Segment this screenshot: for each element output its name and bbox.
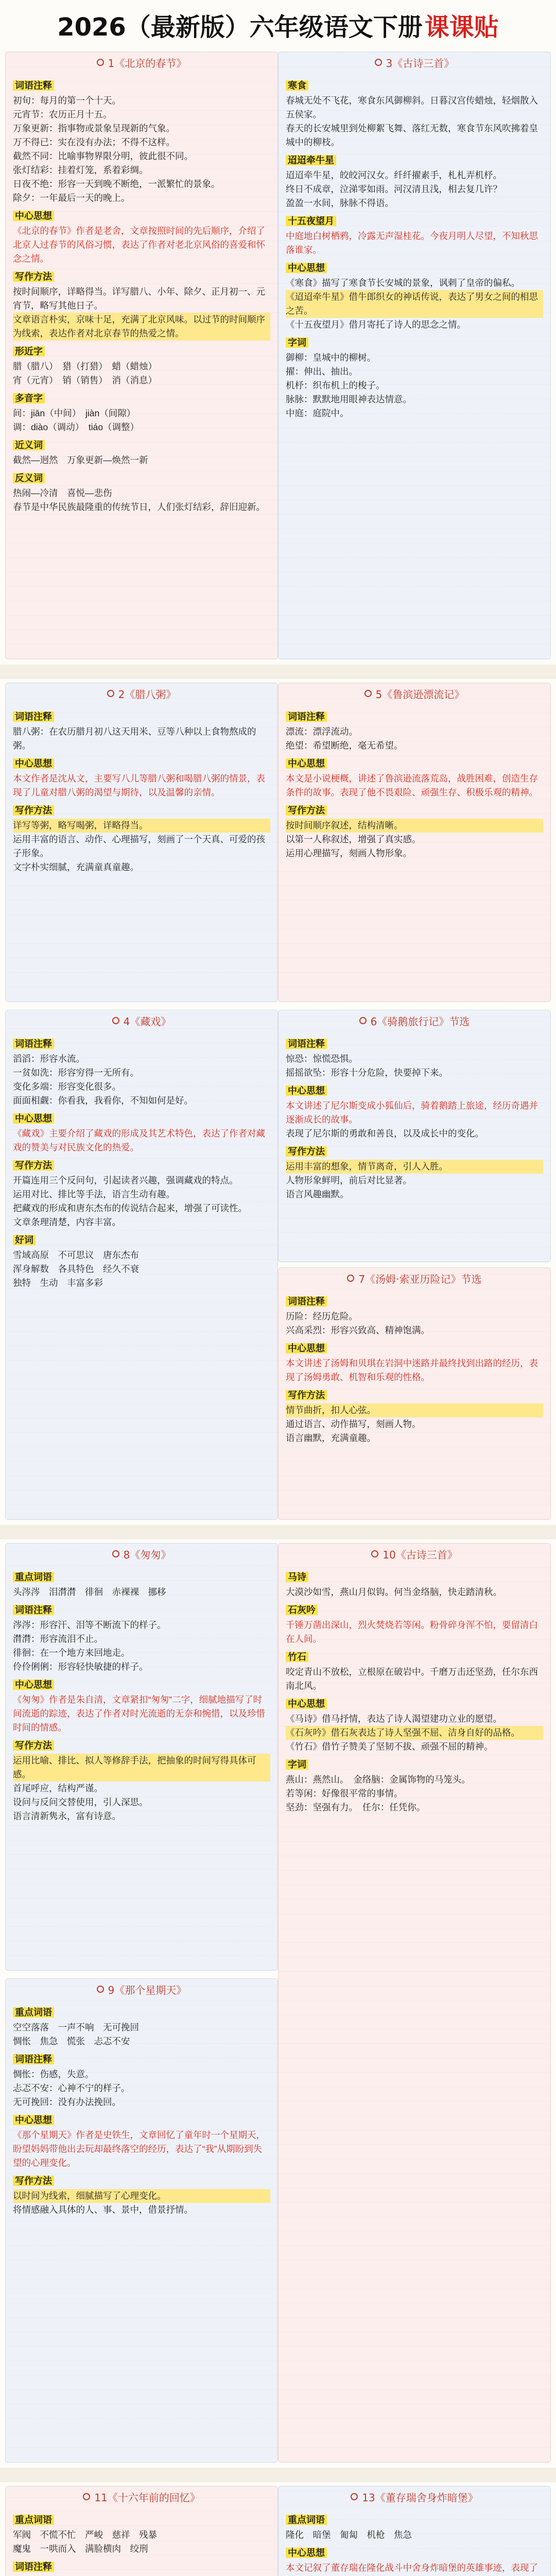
text-line: 御柳：皇城中的柳树。 — [286, 352, 376, 363]
text-line: 运用丰富的语言、动作、心理描写，刻画了一个天真、可爱的孩子形象。 — [13, 834, 265, 858]
section-heading — [13, 757, 270, 771]
text-line: 文章条理清楚，内容丰富。 — [13, 1217, 121, 1227]
section-heading — [286, 1342, 543, 1355]
section-heading — [286, 804, 543, 818]
section-heading — [286, 1145, 543, 1159]
text-line: 一贫如洗：形容穷得一无所有。 — [13, 1067, 139, 1078]
text-line: 详写等粥，略写喝粥，详略得当。 — [13, 819, 270, 833]
section-heading-text: 中心思想 — [13, 211, 54, 221]
card-title — [279, 2486, 550, 2507]
section-heading-text: 好词 — [13, 1235, 36, 1245]
card-tibetan-opera — [5, 1010, 278, 1520]
section-heading-text: 重点词语 — [286, 2515, 327, 2525]
section-heading-text: 中心思想 — [13, 2115, 54, 2125]
section-heading-text: 中心思想 — [286, 758, 327, 769]
section-heading — [13, 1678, 270, 1692]
text-line: 惆怅 焦急 慌张 忐忑不安 — [13, 2036, 130, 2046]
section-heading-text: 形近字 — [13, 346, 45, 357]
card-title — [279, 1544, 550, 1564]
card-three-poems-a — [278, 52, 551, 659]
text-line: 面面相觑：你看我，我看你，不知如何是好。 — [13, 1095, 193, 1106]
card-body — [6, 2507, 277, 2576]
section-heading — [13, 804, 270, 818]
card-title — [279, 1010, 550, 1031]
section-heading-text: 中心思想 — [286, 1086, 327, 1096]
text-line: 涔涔：形容汗、泪等不断流下的样子。 — [13, 1620, 166, 1630]
section-heading-text: 石灰吟 — [286, 1605, 318, 1615]
text-line: 首尾呼应，结构严谨。 — [13, 1783, 103, 1793]
circle-icon — [97, 59, 104, 66]
section-heading-text: 迢迢牵牛星 — [286, 155, 336, 165]
card-body — [6, 1999, 277, 2222]
text-line: 本文讲述了汤姆和贝琪在岩洞中迷路并最终找到出路的经历，表现了汤姆勇敢、机智和乐观的性格。 — [286, 1358, 538, 1382]
text-line: 间：jiān（中间） jiàn（间隙） — [13, 408, 136, 418]
section-heading-text: 近义词 — [13, 440, 45, 450]
text-line: 擢：伸出、抽出。 — [286, 366, 358, 377]
section-heading — [13, 392, 270, 405]
text-line: 变化多端：形容变化很多。 — [13, 1081, 121, 1092]
card-tom-sawyer — [278, 1267, 551, 1520]
section-heading — [286, 1037, 543, 1051]
card-sixteen-years-ago — [5, 2486, 278, 2576]
text-line: 通过语言、动作描写，刻画人物。 — [286, 1419, 421, 1429]
section-heading-text: 写作方法 — [286, 805, 327, 816]
card-body — [279, 1031, 550, 1207]
card-title-text: 7《汤姆·索亚历险记》节选 — [358, 1273, 482, 1285]
section-heading-text: 重点词语 — [13, 2515, 54, 2525]
text-line: 日夜不绝：形容一天到晚不断绝，一派繁忙的景象。 — [13, 179, 220, 189]
card-body — [6, 704, 277, 879]
text-line: 文章语言朴实，京味十足，充满了北京风味。以过节的时间顺序为线索，表达作者对北京春节的热爱之情。 — [13, 313, 270, 341]
text-line: 若等闲：好像很平常的事情。 — [286, 1788, 403, 1799]
section-heading-text: 词语注释 — [286, 1039, 327, 1049]
section-heading — [286, 1388, 543, 1402]
section-heading — [286, 154, 543, 167]
section-heading — [13, 2560, 270, 2574]
text-line: 万不得已：实在没有办法；不得不这样。 — [13, 137, 175, 147]
text-line: 腊八粥：在农历腊月初八这天用米、豆等八种以上食物熬成的粥。 — [13, 726, 256, 751]
text-line: 语言幽默，充满童趣。 — [286, 1433, 376, 1443]
section-heading-text: 写作方法 — [13, 272, 54, 282]
text-line: 运用丰富的想象，情节离奇，引人入胜。 — [286, 1160, 543, 1174]
page-title-highlight: 课课贴 — [424, 12, 499, 42]
text-line: 历险：经历危险。 — [286, 1311, 358, 1321]
text-line: 截然不同：比喻事物界限分明，彼此很不同。 — [13, 151, 193, 161]
text-line: 大漠沙如雪，燕山月似钩。何当金络脑，快走踏清秋。 — [286, 1587, 502, 1597]
card-title — [279, 683, 550, 704]
text-line: 漂流：漂浮流动。 — [286, 726, 358, 737]
card-body — [279, 2507, 550, 2576]
text-line: 万象更新：指事物或景象呈现新的气象。 — [13, 123, 175, 133]
circle-icon — [347, 1275, 354, 1282]
text-line: 张灯结彩：挂着灯笼，系着彩绸。 — [13, 165, 148, 175]
card-title — [6, 52, 277, 73]
circle-icon — [375, 59, 382, 66]
text-line: 情节曲折，扣人心弦。 — [286, 1403, 543, 1417]
text-line: 头涔涔 泪潸潸 徘徊 赤裸裸 挪移 — [13, 1587, 166, 1597]
card-body — [6, 73, 277, 519]
section-heading — [286, 710, 543, 724]
text-line: 无可挽回：没有办法挽回。 — [13, 2097, 121, 2107]
section-heading-text: 反义词 — [13, 473, 45, 483]
section-heading-text: 中心思想 — [13, 1113, 54, 1124]
card-dong-cunrui — [278, 2486, 551, 2576]
section-heading-text: 字词 — [286, 1759, 308, 1770]
divider — [0, 665, 556, 679]
text-line: 盈盈一水间，脉脉不得语。 — [286, 198, 394, 208]
text-line: 以时间为线索，细腻描写了心理变化。 — [13, 2189, 270, 2203]
card-body — [6, 1031, 277, 1295]
section-heading — [286, 2513, 543, 2527]
divider — [0, 2468, 556, 2482]
card-body — [279, 704, 550, 866]
text-line: 坚劲：坚强有力。 任尔：任凭你。 — [286, 1802, 426, 1812]
card-title-text: 5《鲁滨逊漂流记》 — [375, 688, 465, 701]
section-heading-text: 中心思想 — [13, 1680, 54, 1690]
section-heading-text: 词语注释 — [286, 711, 327, 722]
section-heading-text: 词语注释 — [286, 1296, 327, 1307]
section-heading — [13, 2174, 270, 2188]
section-heading-text: 中心思想 — [13, 758, 54, 769]
section-heading-text: 重点词语 — [13, 2007, 54, 2018]
section-heading — [13, 1159, 270, 1173]
text-line: 机杼：织布机上的梭子。 — [286, 380, 385, 391]
circle-icon — [371, 1550, 378, 1557]
card-nils-journey — [278, 1010, 551, 1262]
section-heading-text: 寒食 — [286, 80, 308, 91]
text-line: 伶伶俐俐：形容轻快敏捷的样子。 — [13, 1662, 148, 1672]
circle-icon — [359, 1017, 367, 1024]
section-heading — [13, 270, 270, 284]
section-heading — [13, 2113, 270, 2127]
text-line: 《藏戏》主要介绍了藏戏的形成及其艺术特色，表达了作者对藏戏的赞美与对民族文化的热爱。 — [13, 1128, 265, 1153]
section-heading — [13, 438, 270, 452]
section-heading-text: 中心思想 — [286, 1699, 327, 1709]
section-heading-text: 中心思想 — [286, 263, 327, 273]
section-heading — [286, 336, 543, 350]
section-heading-text: 词语注释 — [13, 2562, 54, 2572]
text-line: 独特 生动 丰富多彩 — [13, 1278, 103, 1288]
section-heading-text: 词语注释 — [13, 1039, 54, 1049]
text-line: 脉脉：默默地用眼神表达情意。 — [286, 394, 412, 404]
section-heading — [13, 79, 270, 93]
card-beijing-spring-festival — [5, 52, 278, 659]
text-line: 徘徊：在一个地方来回地走。 — [13, 1648, 130, 1658]
text-line: 春城无处不飞花，寒食东风御柳斜。日暮汉宫传蜡烛，轻烟散入五侯家。 — [286, 95, 538, 120]
card-title-text: 11《十六年前的回忆》 — [94, 2491, 200, 2504]
text-line: 把藏戏的形成和唐东杰布的传说结合起来，增强了可读性。 — [13, 1203, 247, 1213]
text-line: 本文讲述了尼尔斯变成小狐仙后，骑着鹅踏上旅途，经历奇遇并逐渐成长的故事。 — [286, 1100, 538, 1125]
section-heading-text: 写作方法 — [286, 1390, 327, 1400]
section-heading-text: 中心思想 — [286, 2548, 327, 2558]
text-line: 中庭：庭院中。 — [286, 408, 349, 418]
card-laba-porridge — [5, 683, 278, 1002]
card-hurry — [5, 1543, 278, 1971]
text-line: 绝望：希望断绝，毫无希望。 — [286, 740, 403, 751]
section-heading — [286, 757, 543, 771]
section-heading — [13, 1037, 270, 1051]
circle-icon — [351, 2493, 358, 2500]
text-line: 设问与反问交替使用，引人深思。 — [13, 1797, 148, 1807]
text-line: 《石灰吟》借石灰表达了诗人坚强不屈、洁身自好的品格。 — [286, 1726, 543, 1740]
card-title-text: 4《藏戏》 — [123, 1015, 171, 1028]
section-heading-text: 重点词语 — [13, 1572, 54, 1582]
text-line: 终日不成章，泣涕零如雨。河汉清且浅，相去复几许？ — [286, 184, 502, 194]
section-heading — [13, 345, 270, 359]
card-title — [6, 1010, 277, 1031]
text-line: 本文是小说梗概，讲述了鲁滨逊流落荒岛，战胜困难，创造生存条件的故事。表现了他不畏艰险、顽强生存、积极乐观的精神。 — [286, 773, 538, 798]
card-that-sunday — [5, 1978, 278, 2463]
card-body — [279, 1564, 550, 1820]
text-line: 雪域高原 不可思议 唐东杰布 — [13, 1250, 139, 1260]
text-line: 《十五夜望月》借月寄托了诗人的思念之情。 — [286, 319, 466, 330]
card-three-poems-b — [278, 1543, 551, 2463]
text-line: 军阀 不慌不忙 严峻 慈祥 残暴 — [13, 2530, 157, 2540]
text-line: 按时间顺序，详略得当。详写腊八、小年、除夕、正月初一、元宵节，略写其他日子。 — [13, 286, 265, 311]
text-line: 春天的长安城里到处柳絮飞舞、落红无数，寒食节东风吹拂着皇城中的柳枝。 — [286, 123, 538, 147]
text-line: 浑身解数 各具特色 经久不衰 — [13, 1264, 139, 1274]
section-heading-text: 写作方法 — [13, 805, 54, 816]
section-heading-text: 中心思想 — [286, 1343, 327, 1353]
section-heading-text: 写作方法 — [13, 1160, 54, 1171]
divider — [0, 1525, 556, 1539]
section-heading — [13, 1112, 270, 1126]
text-line: 兴高采烈：形容兴致高、精神饱满。 — [286, 1325, 430, 1335]
section-heading — [286, 79, 543, 93]
section-heading-text: 十五夜望月 — [286, 216, 336, 226]
text-line: 语言清新隽永，富有诗意。 — [13, 1811, 121, 1821]
section-heading — [286, 1295, 543, 1309]
text-line: 春节是中华民族最隆重的传统节日，人们张灯结彩，辞旧迎新。 — [13, 502, 265, 512]
text-line: 摇摇欲坠：形容十分危险，快要掉下来。 — [286, 1067, 448, 1078]
text-line: 燕山：燕然山。 金络脑：金属饰物的马笼头。 — [286, 1774, 471, 1785]
text-line: 除夕：一年最后一天的晚上。 — [13, 193, 130, 203]
text-line: 开篇连用三个反问句，引起读者兴趣，强调藏戏的特点。 — [13, 1175, 238, 1185]
text-line: 初旬：每月的第一个十天。 — [13, 95, 121, 106]
card-title-text: 8《匆匆》 — [123, 1548, 171, 1561]
card-body — [279, 73, 550, 426]
text-line: 将情感融入具体的人、事、景中，借景抒情。 — [13, 2205, 193, 2215]
text-line: 运用比喻、排比、拟人等修辞手法，把抽象的时间写得具体可感。 — [13, 1754, 270, 1782]
text-line: 潸潸：形容流泪不止。 — [13, 1634, 103, 1644]
card-title-text: 1《北京的春节》 — [108, 57, 187, 70]
text-line: 咬定青山不放松，立根原在破岩中。千磨万击还坚劲，任尔东西南北风。 — [286, 1667, 538, 1691]
section-heading — [286, 1697, 543, 1711]
text-line: 宵（元宵） 销（销售） 消（消息） — [13, 375, 157, 385]
section-heading — [13, 1739, 270, 1753]
section-heading — [13, 1603, 270, 1617]
text-line: 《迢迢牵牛星》借牛郎织女的神话传说，表达了男女之间的相思之苦。 — [286, 290, 543, 318]
card-title-text: 13《董存瑞舍身炸暗堡》 — [362, 2491, 478, 2504]
section-heading-text: 多音字 — [13, 393, 45, 403]
section-heading — [286, 1084, 543, 1098]
text-line: 惊恐：惊慌恐惧。 — [286, 1054, 358, 1064]
text-line: 隆化 暗堡 匍匐 机枪 焦急 — [286, 2530, 412, 2540]
card-title-text: 2《腊八粥》 — [118, 688, 177, 701]
text-line: 运用心理描写，刻画人物形象。 — [286, 848, 412, 858]
card-title-text: 6《骑鹅旅行记》节选 — [370, 1015, 470, 1028]
circle-icon — [83, 2493, 90, 2500]
section-heading-text: 词语注释 — [13, 711, 54, 722]
circle-icon — [97, 1986, 104, 1993]
card-body — [6, 1564, 277, 1828]
text-line: 表现了尼尔斯的勇敢和善良，以及成长中的变化。 — [286, 1128, 484, 1139]
text-line: 元宵节：农历正月十五。 — [13, 109, 112, 120]
section-heading — [286, 261, 543, 275]
text-line: 空空落落 一声不响 无可挽回 — [13, 2022, 139, 2032]
text-line: 本文记叙了董存瑞在隆化战斗中舍身炸暗堡的英雄事迹，表现了 — [286, 2563, 538, 2573]
section-heading — [13, 2006, 270, 2020]
text-line: 忐忑不安：心神不宁的样子。 — [13, 2083, 130, 2093]
text-line: 人物形象鲜明，前后对比显著。 — [286, 1175, 412, 1185]
circle-icon — [112, 1017, 119, 1024]
section-heading-text: 竹石 — [286, 1652, 308, 1662]
card-title — [6, 1544, 277, 1564]
text-line: 千锤万凿出深山，烈火焚烧若等闲。粉骨碎身浑不怕，要留清白在人间。 — [286, 1620, 538, 1644]
card-title — [6, 2486, 277, 2507]
text-line: 《北京的春节》作者是老舍，文章按照时间的先后顺序，介绍了北京人过春节的风俗习惯，表达了作者对老北京风俗的喜爱和怀念之情。 — [13, 226, 265, 264]
text-line: 《竹石》借竹子赞美了坚韧不拔、顽强不屈的精神。 — [286, 1741, 493, 1752]
card-title-text: 3《古诗三首》 — [386, 57, 455, 70]
section-heading — [13, 2513, 270, 2527]
section-heading-text: 字词 — [286, 337, 308, 348]
text-line: 文字朴实细腻，充满童真童趣。 — [13, 862, 139, 872]
text-line: 中庭地白树栖鸦，冷露无声湿桂花。今夜月明人尽望，不知秋思落谁家。 — [286, 231, 538, 255]
text-line: 语言风趣幽默。 — [286, 1189, 349, 1199]
text-line: 以第一人称叙述，增强了真实感。 — [286, 834, 421, 844]
text-line: 本文作者是沈从文，主要写八儿等腊八粥和喝腊八粥的情景，表现了儿童对腊八粥的渴望与期待，以及温馨的亲情。 — [13, 773, 265, 798]
card-title — [6, 683, 277, 704]
text-line: 调：diào（调动） tiáo（调整） — [13, 422, 140, 432]
text-line: 《匆匆》作者是朱自清，文章紧扣“匆匆”二字，细腻地描写了时间流逝的踪迹，表达了作者对时光流逝的无奈和惋惜，以及珍惜时间的情感。 — [13, 1694, 265, 1733]
card-title-text: 9《那个星期天》 — [108, 1984, 187, 1996]
section-heading — [13, 710, 270, 724]
text-line: 迢迢牵牛星，皎皎河汉女。纤纤擢素手，札札弄机杼。 — [286, 170, 502, 180]
circle-icon — [112, 1550, 119, 1557]
page-title-main: 2026（最新版）六年级语文下册 — [57, 12, 423, 42]
section-heading — [13, 209, 270, 223]
section-heading-text: 马诗 — [286, 1572, 308, 1582]
circle-icon — [107, 690, 114, 697]
section-heading — [286, 2546, 543, 2560]
text-line: 腊（腊八） 猎（打猎） 蜡（蜡烛） — [13, 361, 157, 371]
section-heading — [286, 214, 543, 228]
section-heading-text: 写作方法 — [13, 2176, 54, 2186]
card-title — [6, 1979, 277, 1999]
section-heading-text: 写作方法 — [286, 1146, 327, 1157]
section-heading-text: 词语注释 — [13, 80, 54, 91]
text-line: 惆怅：伤感，失意。 — [13, 2069, 94, 2079]
text-line: 《马诗》借马抒情，表达了诗人渴望建功立业的愿望。 — [286, 1714, 502, 1724]
text-line: 滔滔：形容水流。 — [13, 1054, 85, 1064]
text-line: 按时间顺序叙述，结构清晰。 — [286, 819, 543, 833]
text-line: 热闹—冷清 喜悦—悲伤 — [13, 488, 112, 498]
card-title-text: 10《古诗三首》 — [383, 1548, 458, 1561]
section-heading — [286, 1758, 543, 1772]
section-heading-text: 词语注释 — [13, 1605, 54, 1615]
circle-icon — [364, 690, 372, 697]
text-line: 截然—迥然 万象更新—焕然一新 — [13, 455, 148, 465]
text-line: 运用对比、排比等手法，语言生动有趣。 — [13, 1189, 175, 1199]
section-heading — [286, 1603, 543, 1617]
section-heading — [286, 1650, 543, 1664]
page-title — [0, 0, 556, 49]
section-heading-text: 词语注释 — [13, 2054, 54, 2064]
section-heading — [13, 2053, 270, 2066]
text-line: 《寒食》描写了寒食节长安城的景象，讽刺了皇帝的偏私。 — [286, 278, 520, 288]
section-heading — [13, 1570, 270, 1584]
card-title — [279, 1268, 550, 1289]
text-line: 魔鬼 一哄而入 满脸横肉 绞刑 — [13, 2544, 148, 2554]
card-title — [279, 52, 550, 73]
section-heading-text: 写作方法 — [13, 1740, 54, 1751]
section-heading — [286, 1570, 543, 1584]
section-heading — [13, 1233, 270, 1247]
text-line: 《那个星期天》作者是史铁生，文章回忆了童年时一个星期天，盼望妈妈带他出去玩却最终落空的经历，表达了“我”从期盼到失望的心理变化。 — [13, 2130, 265, 2168]
section-heading — [13, 471, 270, 485]
card-robinson-crusoe — [278, 683, 551, 1002]
card-body — [279, 1289, 550, 1450]
